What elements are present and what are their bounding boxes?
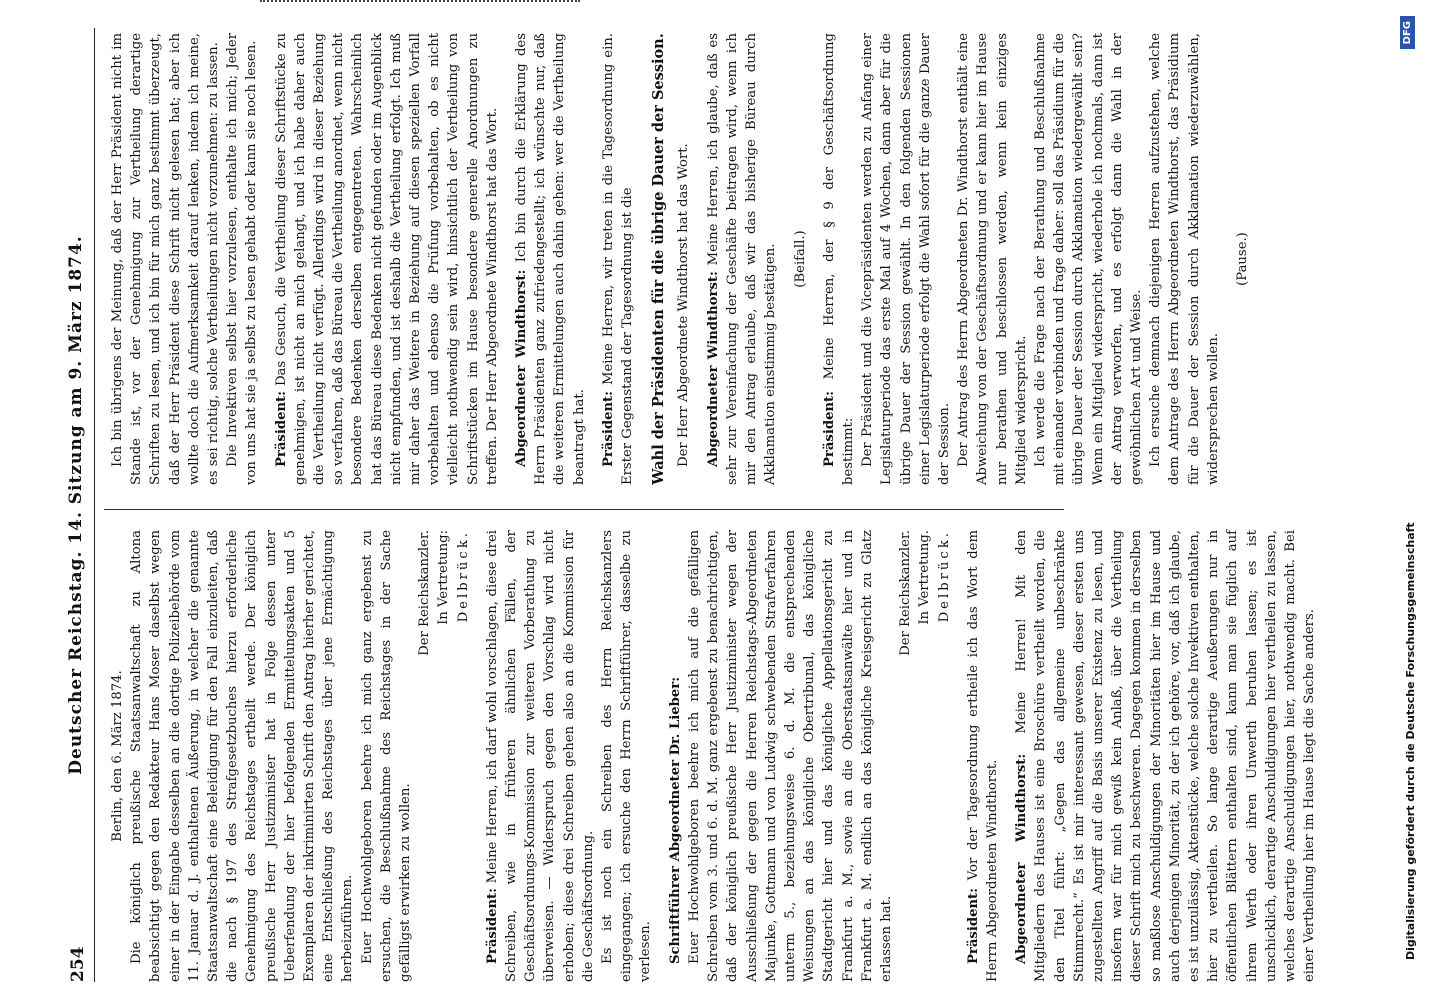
speaker-label: Präsident: (484, 887, 500, 964)
paragraph-text: Die königlich preußische Staatsanwaltschaft zu Altona beabsichtigt gegen den Redakteur Hans Moser daselbst wegen einer in der Eingabe desselben an die dortige Polizeibehörde vom 11. Januar d. J. enthaltenen Äußerung, in welcher die genannte Staatsanwaltschaft eine Beleidigung für den Fall einzuleiten, daß die nach § 197 des Strafgesetzbuches hierzu erforderliche Genehmigung des Reichstages ertheilt werde. Der königlich preußische Herr Justizminister hat in Folge dessen unter Ueberfendung der hier befolgenden Ermittelungsakten und 5 Exemplaren der inkriminirten Schrift den Antrag hierher gerichtet, eine Entschließung des Reichstages über jene Ermächtigung herbeizuführen. (129, 530, 356, 982)
speaker-label: Präsident: (821, 390, 837, 467)
paragraph (820, 33, 858, 485)
column-divider (104, 509, 1064, 510)
paragraph (674, 33, 693, 485)
paragraph (127, 530, 357, 982)
speaker-label: Abgeordneter Windthorst: (514, 269, 530, 467)
paragraph-text: Die Invektiven selbst hier vorzulesen, enthalte ich mich; Jeder von uns hat sie ja selbst zu lesen gehabt oder kann sie noch lesen. (225, 33, 260, 485)
paragraph-text: Meine Herren! Mit den Mitgliedern des Hauses ist eine Broschüre vertheilt worden, die den Titel führt: „Gegen das allgemeine unbeschränkte Stimmrecht.“ Es ist mir interessant gewesen, dieser ersten uns zugestellten Angriff auf die Basis unserer Existenz zu lesen, und insofern war für mich gewiß kein Anlaß, über die Vertheilung dieser Schrift mich zu beschweren. Dagegen kommen in derselben so maßlose Anschuldigungen der Minoritäten hier im Hause und auch derjenigen Minorität, zu der ich gehöre, vor, daß ich glaube, es ist unzulässig, Aktenstücke, welche solche Invektiven enthalten, hier zu vertheilen. So lange derartige Aeußerungen nur in öffentlichen Blättern enthalten sind, kann man sie füglich auf ihrem Werth oder ihren Unwerth beruhen lassen; es ist unschicklich, derartige Anschuldigungen hier vertheilen zu lassen, welches derartige Anschuldigungen hier, nothwendig macht. Bei einer Vertheilung hier im Hause liegt die Sache anders. (1014, 530, 1318, 982)
paragraph-text: Der Reichskanzler. (417, 530, 433, 656)
paragraph-text: Meine Herren, der § 9 der Geschäftsordnung bestimmt: (821, 33, 856, 485)
speaker-label: Präsident: (965, 887, 981, 964)
paragraph (272, 33, 502, 485)
paragraph (1233, 33, 1252, 485)
paragraph-text: (Pause.) (1234, 232, 1250, 286)
speaker-label: Präsident: (273, 390, 289, 467)
paragraph-text: In Vertretung: (436, 530, 452, 625)
paragraph-text: Meine Herren, ich darf wohl vorschlagen, diese drei Schreiben, wie in früheren ähnlichen Fällen, der Geschäftsordnungs-Kommission zur weiteren Vorberathung zu überweisen. — Widerspruch gegen den Vorschlag wird nicht erhoben; diese drei Schreiben gehen also an die Kommission für die Geschäftsordnung. (484, 530, 596, 982)
paragraph (858, 33, 954, 485)
paragraph (434, 530, 453, 982)
paragraph-text: Ich werde die Frage nach der Berathung und Beschlußnahme mit einander verbinden und frage daher: soll das Präsidium für die übrige Dauer der Session durch Akklamation wiedergewählt sein? Wenn ein Mitglied widerspricht, wiederhole ich nochmals, dann ist der Antrag verworfen, und es erfolgt dann die Wahl in der gewöhnlichen Art und Weise. (1032, 33, 1144, 485)
speaker-label: Abgeordneter Windthorst: (1014, 753, 1030, 964)
paragraph (223, 33, 261, 485)
speaker-label: Schriftführer Abgeordneter Dr. Lieber: (667, 676, 683, 964)
paragraph (358, 530, 416, 982)
paragraph (108, 530, 127, 982)
paragraph (483, 530, 598, 982)
section-heading: Wahl der Präsidenten für die übrige Dauer der Session. (650, 33, 668, 485)
paragraph (896, 530, 915, 982)
paragraph (1031, 33, 1146, 485)
paragraph (599, 33, 637, 485)
paragraph-text: Der Präsident und die Vicepräsidenten werden zu Anfang einer Legislaturperiode das erste Mal auf 4 Wochen, dann aber für die übrige Dauer der Session gewählt. In den folgenden Sessionen einer Legislaturperiode erfolgt die Wahl sofort für die ganze Dauer der Session. (860, 33, 952, 485)
paragraph-text: Meine Herren, ich glaube, daß es sehr zur Vereinfachung der Geschäfte beitragen wird, wenn ich mir den Antrag erlaube, daß wir das bisherige Büreau durch Akklamation einstimmig bestätigen. (705, 32, 779, 485)
paragraph (935, 530, 954, 982)
paragraph (1012, 530, 1319, 982)
paragraph (685, 530, 896, 982)
page-header (62, 28, 95, 982)
paragraph-text: Ich bin übrigens der Meinung, daß der Herr Präsident nicht im Stande ist, vor der Genehmigung zur Vertheilung derartige Schriften zu lesen, und ich bin für mich ganz bestimmt überzeugt, daß der Herr Präsident diese Schrift nicht gelesen hat; aber ich wollte doch die Aufmerksamkeit darauf lenken, indem ich meine, es sei richtig, solche Vertheilungen nicht vorzunehmen: zu lassen. (110, 33, 222, 485)
speaker-label: Abgeordneter Windthorst: (705, 271, 721, 467)
dfg-logo: DFG (1400, 16, 1415, 49)
paragraph (964, 530, 1002, 982)
paragraph (954, 33, 1031, 485)
paragraph (704, 33, 781, 485)
page-number: 254 (68, 946, 88, 982)
paragraph-text: Der Herr Abgeordnete Windthorst hat das Wort. (676, 143, 692, 467)
paragraph-text: Delbrück. (455, 530, 471, 623)
page-title: Deutscher Reichstag. 14. Sitzung am 9. März 1874. (66, 235, 86, 775)
paragraph-text: (Beifall.) (792, 230, 808, 288)
paragraph-text: Meine Herren, wir treten in die Tagesordnung ein. Erster Gegenstand der Tagesordnung ist die (600, 33, 636, 485)
paragraph-text: In Vertretung. (917, 530, 933, 625)
paragraph (915, 530, 934, 982)
paragraph-text: Vor der Tagesordnung ertheile ich das Wort dem Herrn Abgeordneten Windthorst. (965, 530, 1000, 982)
paragraph (1146, 33, 1223, 485)
paragraph-text: Berlin, den 6. März 1874. (110, 670, 125, 842)
paragraph (598, 530, 656, 982)
paragraph (454, 530, 473, 982)
paragraph (415, 530, 434, 982)
right-column (108, 33, 1252, 485)
paragraph-text: Ich bin durch die Erklärung des Herrn Präsidenten ganz zufriedengestellt; ich wünschte nur, daß die weiteren Ermittelungen auch dahin gehen: wer die Vertheilung beantragt hat. (514, 32, 587, 485)
paragraph-text: Delbrück. (936, 530, 952, 623)
paragraph (666, 530, 685, 982)
paragraph (512, 33, 589, 485)
paragraph-text: Der Reichskanzler. (898, 530, 914, 656)
paragraph-text: Ich ersuche demnach diejenigen Herren aufzustehen, welche dem Antrage des Herrn Abgeordneten Windthorst, das Präsidium für die Dauer der Session durch Akklamation wiederzuwählen, widersprechen wollen. (1148, 33, 1221, 485)
paragraph-text: Euer Hochwohlgeboren beehre ich mich auf die gefälligen Schreiben vom 3. und 6. d. M. ganz ergebenst zu benachrichtigen, daß der königlich preußische Herr Justizminister wegen der Ausschließung der gegen die Herren Reichstags-Abgeordneten Majunke, Gottmann und von Ludwig schwebenden Strafverfahren unterm 5., beziehungsweise 6. d. M. die entsprechenden Weisungen an das königliche Obertribunal, das königliche Stadtgericht hier und das königliche Appellationsgericht zu Frankfurt a. M., sowie an die Oberstaatsanwälte hier und in Frankfurt a. M. endlich an das königliche Kreisgericht zu Glatz erlassen hat. (686, 530, 894, 982)
footer (1396, 0, 1426, 1000)
paragraph (108, 33, 223, 485)
paragraph-text: Es ist noch ein Schreiben des Herrn Reichskanzlers eingegangen; ich ersuche den Herrn Schriftführer, dasselbe zu verlesen. (600, 530, 654, 982)
paragraph-text: Das Gesuch, die Vertheilung dieser Schriftstücke zu genehmigen, ist nicht an mich gelangt, und ich habe daher auch die Vertheilung nicht verfügt. Allerdings wird in dieser Beziehung so verfahren, daß das Büreau die Vertheilung anordnet, wenn nicht besondere Bedenken derselben entgegentreten. Wahrscheinlich hat das Büreau diese Bedenken nicht gefunden oder im Augenblick nicht empfunden, und ist deshalb die Vertheilung erfolgt. Ich muß mir daher das Weitere in Beziehung auf diesen speziellen Vorfall vorbehalten und ebenso die Prüfung vorbehalten, ob es nicht vielleicht nothwendig sein wird, hinsichtlich der Vertheilung von Schriftstücken im Hause besondere generelle Anordnungen zu treffen. Der Herr Abgeordnete Windthorst hat das Wort. (273, 33, 500, 485)
footer-credit: Digitalisierung gefördert durch die Deutsche Forschungsgemeinschaft (1404, 522, 1417, 960)
paragraph (791, 33, 810, 485)
paragraph-text: Euer Hochwohlgeboren beehre ich mich ganz ergebenst zu ersuchen, die Beschlußnahme des Reichstages in der Sache gefälligst erwirken zu wollen. (359, 530, 414, 982)
paragraph-text: Der Antrag des Herrn Abgeordneten Dr. Windthorst enthält eine Abweichung von der Geschäftsordnung und er kann hier im Hause nur berathen und beschlossen werden, wenn kein einziges Mitglied widerspricht. (956, 33, 1029, 485)
left-column (108, 530, 1319, 982)
speaker-label: Präsident: (600, 390, 616, 467)
